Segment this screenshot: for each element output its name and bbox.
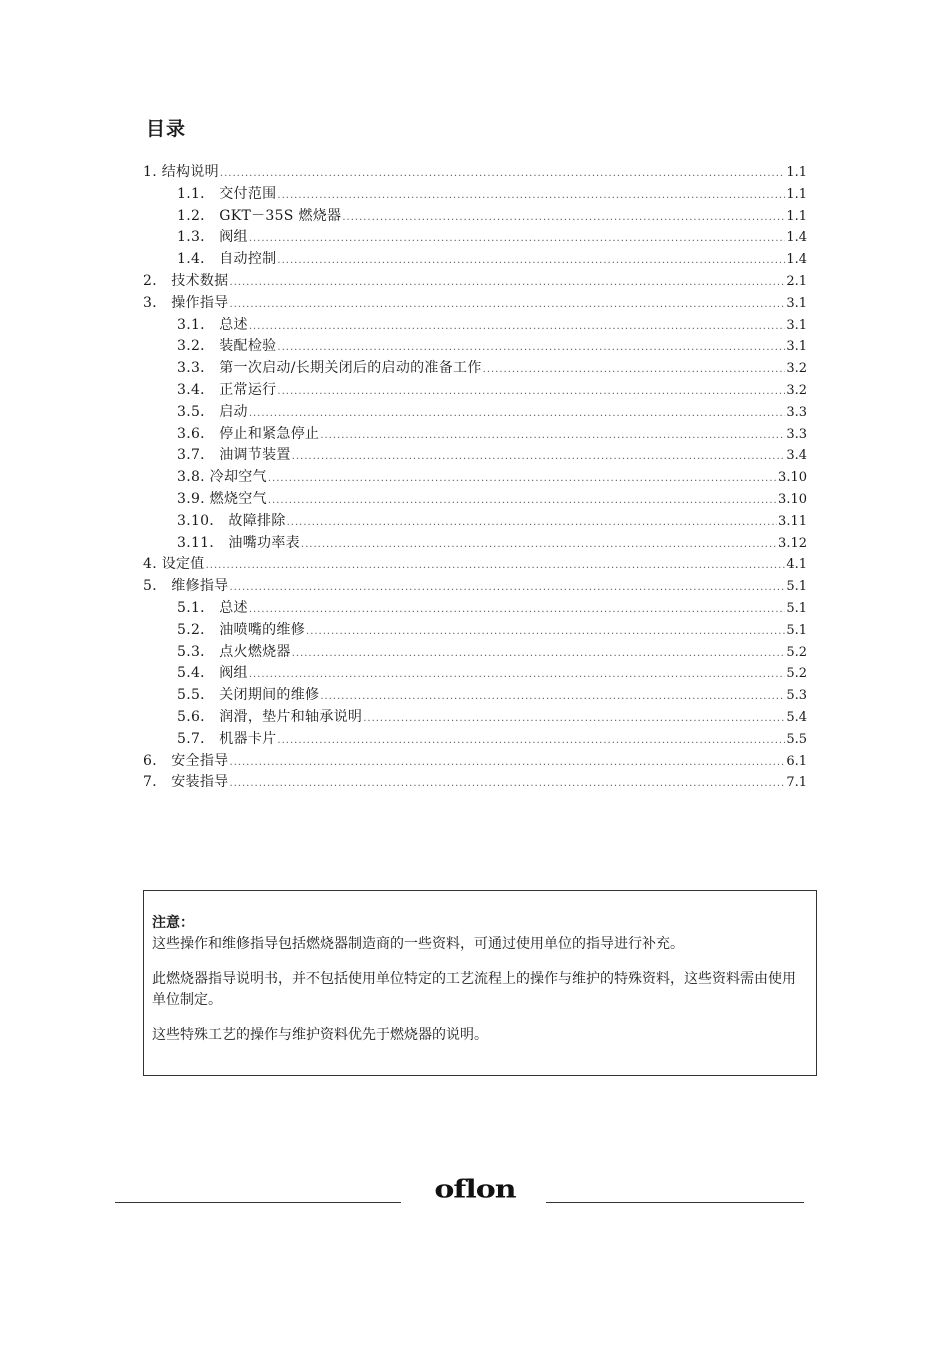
toc-entry-label: 3.8. 冷却空气 — [177, 469, 267, 486]
toc-entry-page-number: 3.1 — [786, 295, 807, 311]
toc-entry[interactable] — [143, 663, 807, 685]
footer-rule-left — [115, 1202, 401, 1203]
toc-entry-page-number: 3.3 — [786, 426, 807, 442]
toc-entry-page-number: 4.1 — [786, 557, 807, 573]
toc-entry-page-number: 3.1 — [786, 339, 807, 355]
toc-dot-leader — [292, 446, 786, 468]
toc-entry[interactable] — [143, 315, 807, 337]
toc-entry[interactable] — [143, 511, 807, 533]
toc-dot-leader — [220, 163, 785, 185]
toc-entry[interactable] — [143, 751, 807, 773]
toc-entry-label: 5.1． 总述 — [177, 599, 248, 616]
toc-entry-page-number: 3.1 — [786, 317, 807, 333]
toc-entry-page-number: 5.2 — [786, 666, 807, 682]
toc-entry-page-number: 5.2 — [786, 644, 807, 660]
toc-entry-page-number: 3.12 — [778, 535, 807, 551]
toc-entry-page-number: 1.1 — [786, 186, 807, 202]
table-of-contents — [143, 162, 807, 794]
toc-dot-leader — [249, 228, 785, 250]
toc-entry-page-number: 6.1 — [786, 753, 807, 769]
toc-entry-label: 1.1． 交付范围 — [177, 185, 277, 202]
toc-entry-page-number: 3.10 — [778, 491, 807, 507]
toc-entry[interactable] — [143, 554, 807, 576]
toc-dot-leader — [249, 599, 785, 621]
notice-heading: 注意： — [152, 915, 194, 931]
toc-dot-leader — [306, 621, 785, 643]
toc-entry-label: 1.2． GKT－35S 燃烧器 — [177, 207, 342, 224]
toc-entry-label: 3.7． 油调节装置 — [177, 447, 291, 464]
toc-entry[interactable] — [143, 533, 807, 555]
toc-entry[interactable] — [143, 358, 807, 380]
toc-entry-label: 6． 安全指导 — [143, 752, 229, 769]
toc-entry-page-number: 5.1 — [786, 579, 807, 595]
toc-entry[interactable] — [143, 227, 807, 249]
toc-entry[interactable] — [143, 271, 807, 293]
toc-entry[interactable] — [143, 184, 807, 206]
toc-dot-leader — [249, 403, 785, 425]
toc-dot-leader — [277, 250, 785, 272]
toc-entry-label: 7． 安装指导 — [143, 774, 229, 791]
toc-entry-label: 3.6． 停止和紧急停止 — [177, 425, 320, 442]
toc-dot-leader — [249, 316, 785, 338]
toc-entry-label: 3.11． 油嘴功率表 — [177, 534, 300, 551]
toc-dot-leader — [277, 730, 785, 752]
toc-entry-page-number: 5.5 — [786, 731, 807, 747]
toc-dot-leader — [229, 752, 785, 774]
toc-entry[interactable] — [143, 206, 807, 228]
toc-dot-leader — [268, 490, 777, 512]
toc-entry-label: 3.9. 燃烧空气 — [177, 490, 267, 507]
toc-entry[interactable] — [143, 729, 807, 751]
toc-entry-page-number: 1.1 — [786, 165, 807, 180]
footer-rule-right — [546, 1202, 804, 1203]
toc-dot-leader — [229, 272, 785, 294]
toc-entry[interactable] — [143, 576, 807, 598]
toc-entry-label: 3.1． 总述 — [177, 316, 248, 333]
toc-entry-page-number: 3.3 — [786, 404, 807, 420]
toc-entry[interactable] — [143, 620, 807, 642]
toc-entry-page-number: 3.10 — [778, 470, 807, 486]
notice-paragraph-1: 这些操作和维修指导包括燃烧器制造商的一些资料，可通过使用单位的指导进行补充。 — [152, 936, 684, 952]
toc-entry[interactable] — [143, 445, 807, 467]
toc-entry[interactable] — [143, 642, 807, 664]
toc-entry[interactable] — [143, 249, 807, 271]
toc-entry-label: 5.6． 润滑，垫片和轴承说明 — [177, 708, 363, 725]
toc-entry-label: 4. 设定值 — [143, 556, 205, 573]
toc-entry[interactable] — [143, 467, 807, 489]
toc-entry-label: 3.4． 正常运行 — [177, 381, 277, 398]
notice-box — [143, 890, 817, 1076]
toc-entry-page-number: 7.1 — [786, 775, 807, 791]
notice-paragraph-3: 这些特殊工艺的操作与维护资料优先于燃烧器的说明。 — [152, 1027, 488, 1043]
toc-dot-leader — [320, 686, 785, 708]
toc-entry-page-number: 3.2 — [786, 382, 807, 398]
toc-entry-page-number: 3.2 — [786, 361, 807, 377]
toc-entry-page-number: 5.1 — [786, 622, 807, 638]
toc-dot-leader — [301, 534, 777, 556]
toc-dot-leader — [229, 577, 785, 599]
toc-dot-leader — [268, 468, 777, 490]
toc-entry-page-number: 3.11 — [778, 513, 807, 529]
toc-entry[interactable] — [143, 598, 807, 620]
toc-entry-page-number: 1.1 — [786, 208, 807, 224]
toc-entry-label: 5． 维修指导 — [143, 578, 229, 595]
toc-entry-page-number: 5.4 — [786, 709, 807, 725]
toc-entry[interactable] — [143, 402, 807, 424]
toc-entry-label: 3.3． 第一次启动/长期关闭后的启动的准备工作 — [177, 360, 482, 377]
toc-entry-page-number: 5.1 — [786, 600, 807, 616]
toc-dot-leader — [229, 294, 785, 316]
toc-entry[interactable] — [143, 707, 807, 729]
toc-entry-page-number: 1.4 — [786, 230, 807, 246]
toc-dot-leader — [287, 512, 777, 534]
toc-entry-label: 5.3． 点火燃烧器 — [177, 643, 291, 660]
toc-entry-page-number: 2.1 — [786, 273, 807, 289]
toc-dot-leader — [483, 359, 786, 381]
toc-entry-label: 1.3． 阀组 — [177, 229, 248, 246]
toc-entry[interactable] — [143, 380, 807, 402]
toc-dot-leader — [277, 337, 785, 359]
toc-entry-label: 5.5． 关闭期间的维修 — [177, 687, 320, 704]
toc-dot-leader — [342, 207, 785, 229]
toc-dot-leader — [206, 555, 786, 577]
toc-dot-leader — [320, 425, 785, 447]
toc-entry-label: 3.5． 启动 — [177, 403, 248, 420]
toc-entry[interactable] — [143, 162, 807, 184]
toc-entry[interactable] — [143, 489, 807, 511]
toc-entry-label: 5.7． 机器卡片 — [177, 730, 277, 747]
page-title: 目录 — [146, 118, 187, 140]
toc-entry-label: 1. 结构说明 — [143, 164, 219, 180]
toc-entry-label: 5.2． 油喷嘴的维修 — [177, 621, 306, 638]
toc-dot-leader — [277, 185, 785, 207]
toc-entry-label: 2． 技术数据 — [143, 272, 229, 289]
toc-entry-label: 3.2． 装配检验 — [177, 338, 277, 355]
notice-paragraph-2: 此燃烧器指导说明书，并不包括使用单位特定的工艺流程上的操作与维护的特殊资料，这些资料需由使用单位制定。 — [152, 971, 796, 1008]
toc-entry-label: 5.4． 阀组 — [177, 665, 248, 682]
toc-entry-page-number: 3.4 — [786, 448, 807, 464]
toc-dot-leader — [292, 643, 786, 665]
toc-entry-label: 1.4． 自动控制 — [177, 251, 277, 268]
toc-dot-leader — [363, 708, 785, 730]
toc-dot-leader — [277, 381, 785, 403]
toc-entry-page-number: 5.3 — [786, 688, 807, 704]
toc-entry[interactable] — [143, 336, 807, 358]
toc-entry-page-number: 1.4 — [786, 252, 807, 268]
brand-logo: oflon — [434, 1174, 516, 1205]
toc-entry-label: 3． 操作指导 — [143, 294, 229, 311]
toc-entry[interactable] — [143, 293, 807, 315]
toc-entry[interactable] — [143, 424, 807, 446]
toc-entry[interactable] — [143, 772, 807, 794]
toc-dot-leader — [229, 773, 785, 795]
toc-entry-label: 3.10． 故障排除 — [177, 512, 286, 529]
toc-dot-leader — [249, 664, 785, 686]
toc-entry[interactable] — [143, 685, 807, 707]
